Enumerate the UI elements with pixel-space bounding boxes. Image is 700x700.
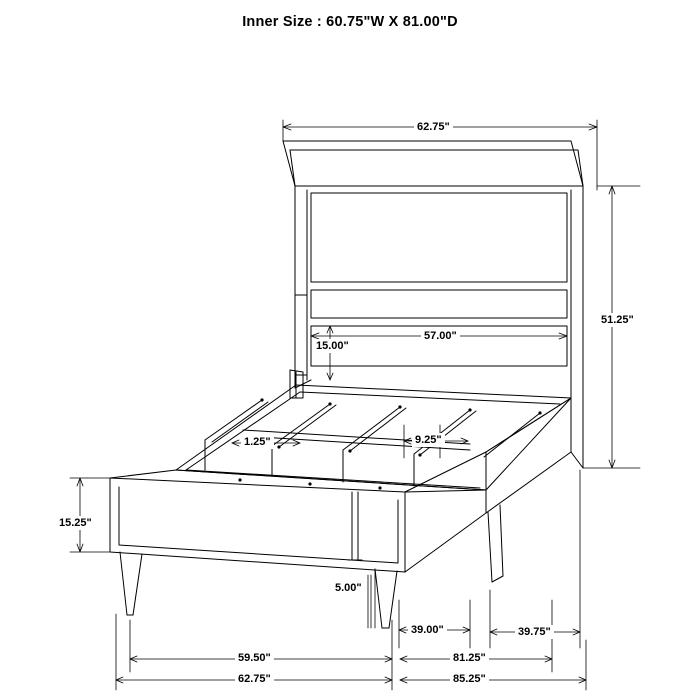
dimension-label-overall-depth: 85.25"	[450, 672, 489, 686]
dimension-label-inner-width-bottom: 59.50"	[235, 651, 274, 665]
dimension-label-headboard-post-gap: 15.00"	[313, 339, 352, 353]
dimension-label-outer-depth-total: 81.25"	[450, 651, 489, 665]
headboard-upper-panel	[311, 193, 567, 282]
headboard-top-cap	[283, 141, 583, 186]
dimension-label-leg-clearance: 5.00"	[332, 581, 365, 595]
footboard-right-leg	[375, 569, 397, 628]
slat	[205, 400, 262, 440]
dimension-label-side-rail-height: 9.25"	[412, 433, 445, 447]
dimension-label-headboard-height: 51.25"	[598, 313, 637, 327]
rear-right-leg	[488, 505, 503, 582]
dimension-label-footboard-height: 15.25"	[56, 516, 95, 530]
dimension-label-slat-thickness: 1.25"	[241, 435, 274, 449]
slat	[414, 410, 470, 454]
dimension-label-outer-depth-front: 39.75"	[515, 625, 554, 639]
headboard-mid-rail	[311, 290, 567, 318]
footboard-panel	[110, 478, 405, 572]
center-support-leg	[352, 492, 358, 560]
slat	[279, 405, 336, 447]
right-side-rail	[486, 398, 571, 513]
deck-back-edge	[296, 385, 571, 398]
page-title: Inner Size : 60.75"W X 81.00"D	[242, 14, 458, 30]
footboard-left-leg	[120, 552, 142, 615]
slat	[484, 413, 540, 457]
dimension-label-headboard-width: 62.75"	[414, 120, 453, 134]
dimension-label-headboard-panel-width: 57.00"	[421, 329, 460, 343]
deck-left-edge	[176, 385, 296, 470]
dimension-label-outer-width-bottom: 62.75"	[235, 672, 274, 686]
dimension-label-inner-depth-front: 39.00"	[408, 623, 447, 637]
